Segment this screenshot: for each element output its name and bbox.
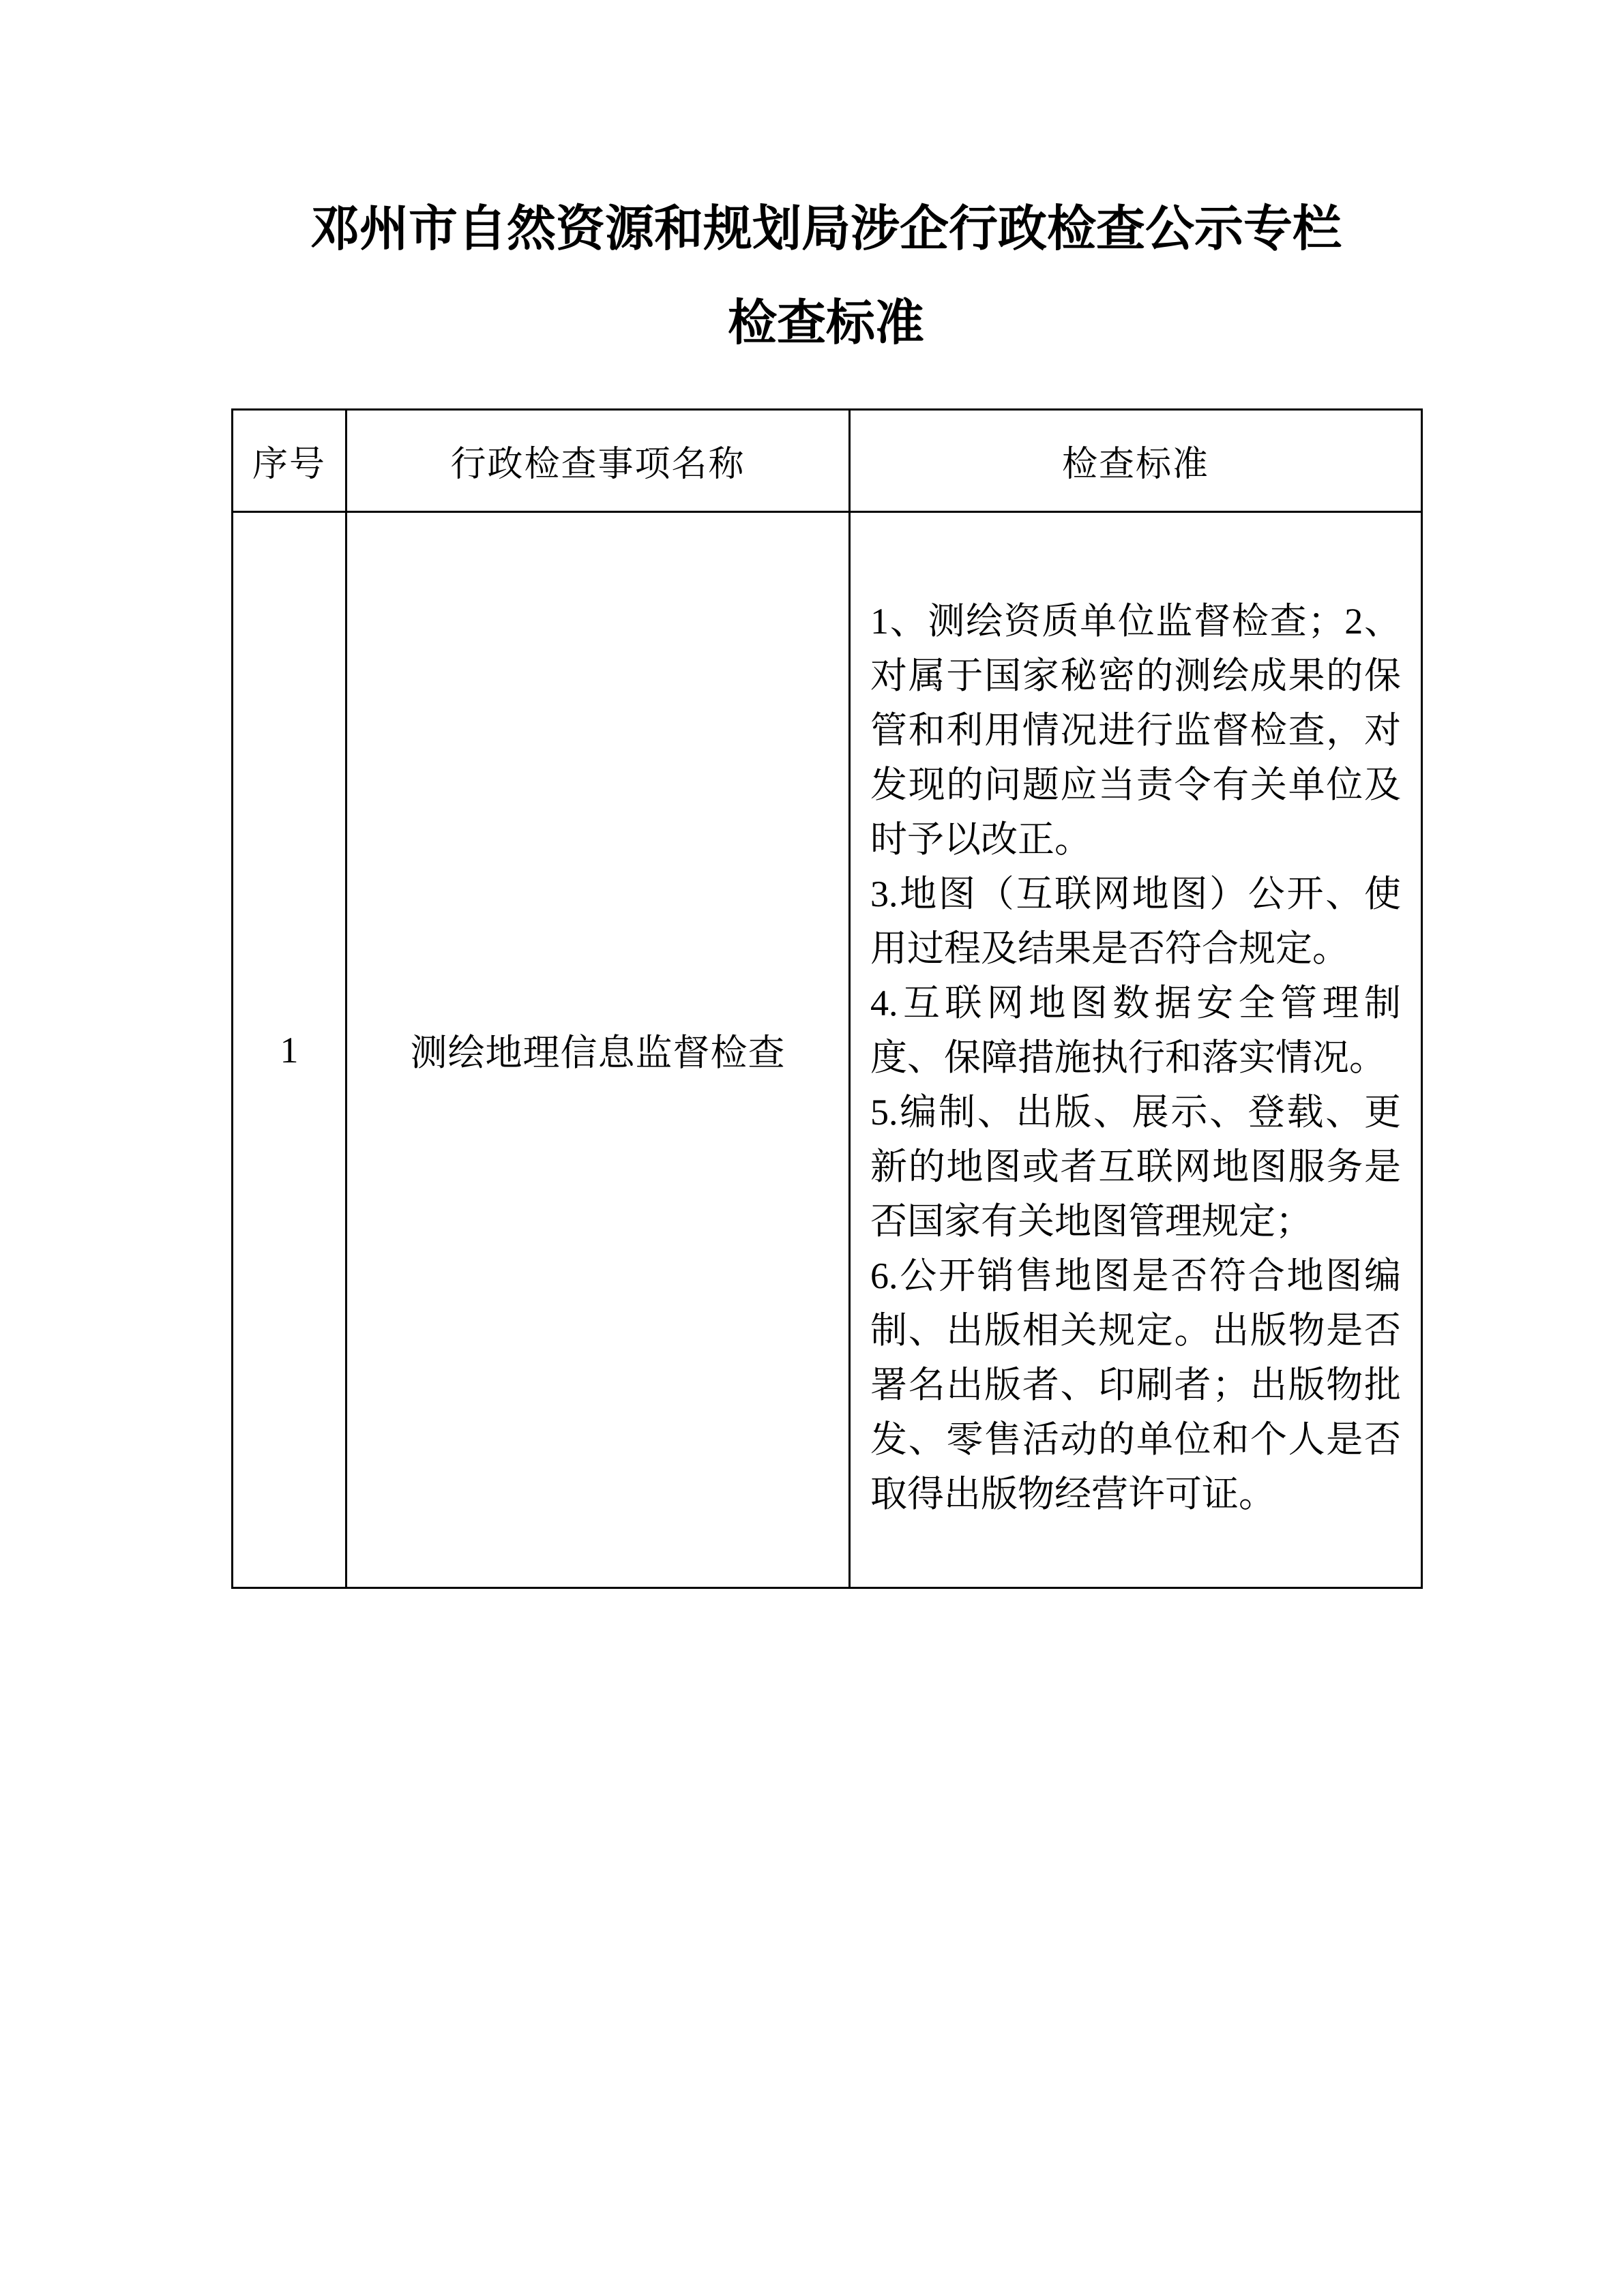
standard-text-line: 制、出版相关规定。出版物是否 bbox=[870, 1309, 1401, 1351]
standard-text-line: 4.互联网地图数据安全管理制 bbox=[870, 982, 1401, 1024]
standard-text-line: 否国家有关地图管理规定； bbox=[870, 1200, 1312, 1242]
standard-text-line: 取得出版物经营许可证。 bbox=[870, 1473, 1275, 1515]
standard-text-line: 1、测绘资质单位监督检查；2、 bbox=[870, 600, 1401, 642]
standard-text-line: 管和利用情况进行监督检查，对 bbox=[870, 709, 1401, 751]
table-header-row bbox=[233, 410, 1422, 512]
standard-text-line: 5.编制、出版、展示、登载、更 bbox=[870, 1091, 1401, 1133]
standard-text-line: 对属于国家秘密的测绘成果的保 bbox=[870, 655, 1401, 696]
standard-text-line: 6.公开销售地图是否符合地图编 bbox=[870, 1255, 1401, 1296]
standard-text-line: 用过程及结果是否符合规定。 bbox=[870, 927, 1349, 969]
standards-text-block bbox=[870, 594, 1401, 1521]
standard-text-line: 时予以改正。 bbox=[870, 818, 1091, 860]
header-cell-index: 序号 bbox=[233, 410, 346, 512]
standard-text-line: 新的地图或者互联网地图服务是 bbox=[870, 1146, 1401, 1187]
standard-text-line: 发现的问题应当责令有关单位及 bbox=[870, 764, 1401, 805]
header-cell-standard: 检查标准 bbox=[850, 410, 1422, 512]
standard-text-line: 署名出版者、印刷者；出版物批 bbox=[870, 1364, 1401, 1405]
document-title-line1: 邓州市自然资源和规划局涉企行政检查公示专栏 bbox=[310, 202, 1342, 256]
cell-standards bbox=[850, 512, 1422, 1588]
inspection-standards-table bbox=[231, 408, 1423, 1589]
cell-item-name: 测绘地理信息监督检查 bbox=[346, 512, 850, 1588]
cell-row-index: 1 bbox=[233, 512, 346, 1588]
table-row bbox=[233, 512, 1422, 1588]
document-title-line2: 检查标准 bbox=[727, 296, 924, 351]
standard-text-line: 发、零售活动的单位和个人是否 bbox=[870, 1418, 1401, 1460]
standard-text-line: 度、保障措施执行和落实情况。 bbox=[870, 1037, 1386, 1078]
standard-text-line: 3.地图（互联网地图）公开、使 bbox=[870, 873, 1401, 914]
header-cell-item-name: 行政检查事项名称 bbox=[346, 410, 850, 512]
